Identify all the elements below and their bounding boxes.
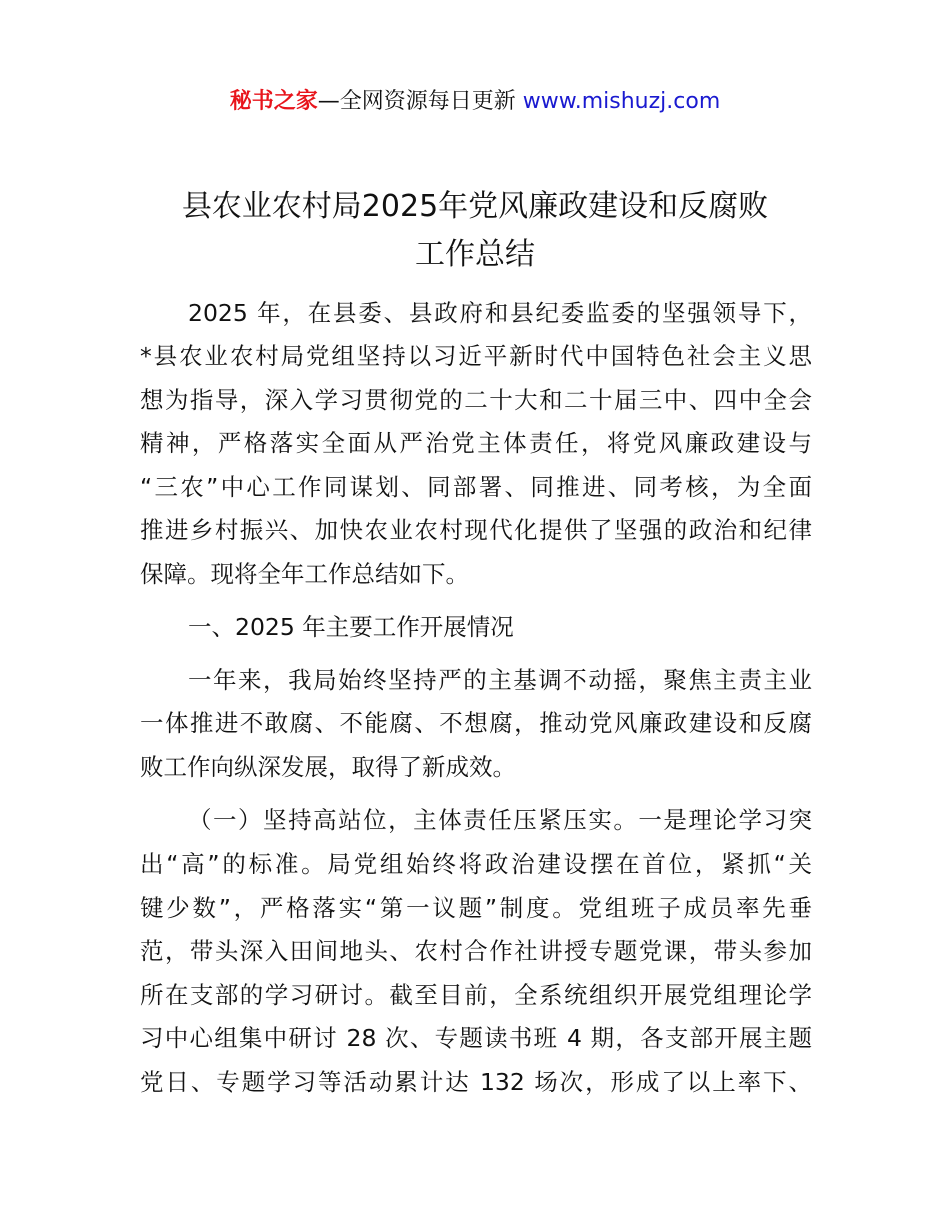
text-line: “三农”中心工作同谋划、同部署、同推进、同考核，为全面 — [140, 473, 812, 501]
document-title-line-2: 工作总结 — [415, 237, 535, 272]
brand-name: 秘书之家 — [229, 89, 318, 114]
text-line: 习中心组集中研讨 28 次、专题读书班 4 期，各支部开展主题 — [140, 1024, 812, 1052]
section-heading: 一、2025 年主要工作开展情况 — [188, 613, 514, 641]
text-line: 范，带头深入田间地头、农村合作社讲授专题党课，带头参加 — [140, 937, 812, 965]
text-line: 精神，严格落实全面从严治党主体责任，将党风廉政建设与 — [140, 429, 812, 457]
text-line: 保障。现将全年工作总结如下。 — [140, 560, 469, 588]
document-title-line-1: 县农业农村局2025年党风廉政建设和反腐败 — [181, 189, 769, 224]
text-line: 党日、专题学习等活动累计达 132 场次，形成了以上率下、 — [140, 1068, 812, 1096]
text-line: 所在支部的学习研讨。截至目前，全系统组织开展党组理论学 — [140, 981, 812, 1009]
text-line: 败工作向纵深发展，取得了新成效。 — [140, 753, 516, 781]
text-line: 键少数”，严格落实“第一议题”制度。党组班子成员率先垂 — [140, 894, 812, 922]
text-line: 推进乡村振兴、加快农业农村现代化提供了坚强的政治和纪律 — [140, 516, 812, 544]
header-tagline: —全网资源每日更新 — [317, 89, 516, 114]
site-url-link[interactable]: www.mishuzj.com — [522, 89, 721, 114]
text-line: 一年来，我局始终坚持严的主基调不动摇，聚焦主责主业 — [188, 666, 812, 694]
site-header — [0, 86, 950, 118]
text-line: 出“高”的标准。局党组始终将政治建设摆在首位，紧抓“关 — [140, 850, 812, 878]
text-line: 想为指导，深入学习贯彻党的二十大和二十届三中、四中全会 — [140, 386, 812, 414]
text-line: 2025 年，在县委、县政府和县纪委监委的坚强领导下， — [188, 299, 812, 327]
text-line: （一）坚持高站位，主体责任压紧压实。一是理论学习突 — [188, 806, 812, 834]
text-line: *县农业农村局党组坚持以习近平新时代中国特色社会主义思 — [140, 342, 812, 370]
text-line: 一体推进不敢腐、不能腐、不想腐，推动党风廉政建设和反腐 — [140, 709, 812, 737]
